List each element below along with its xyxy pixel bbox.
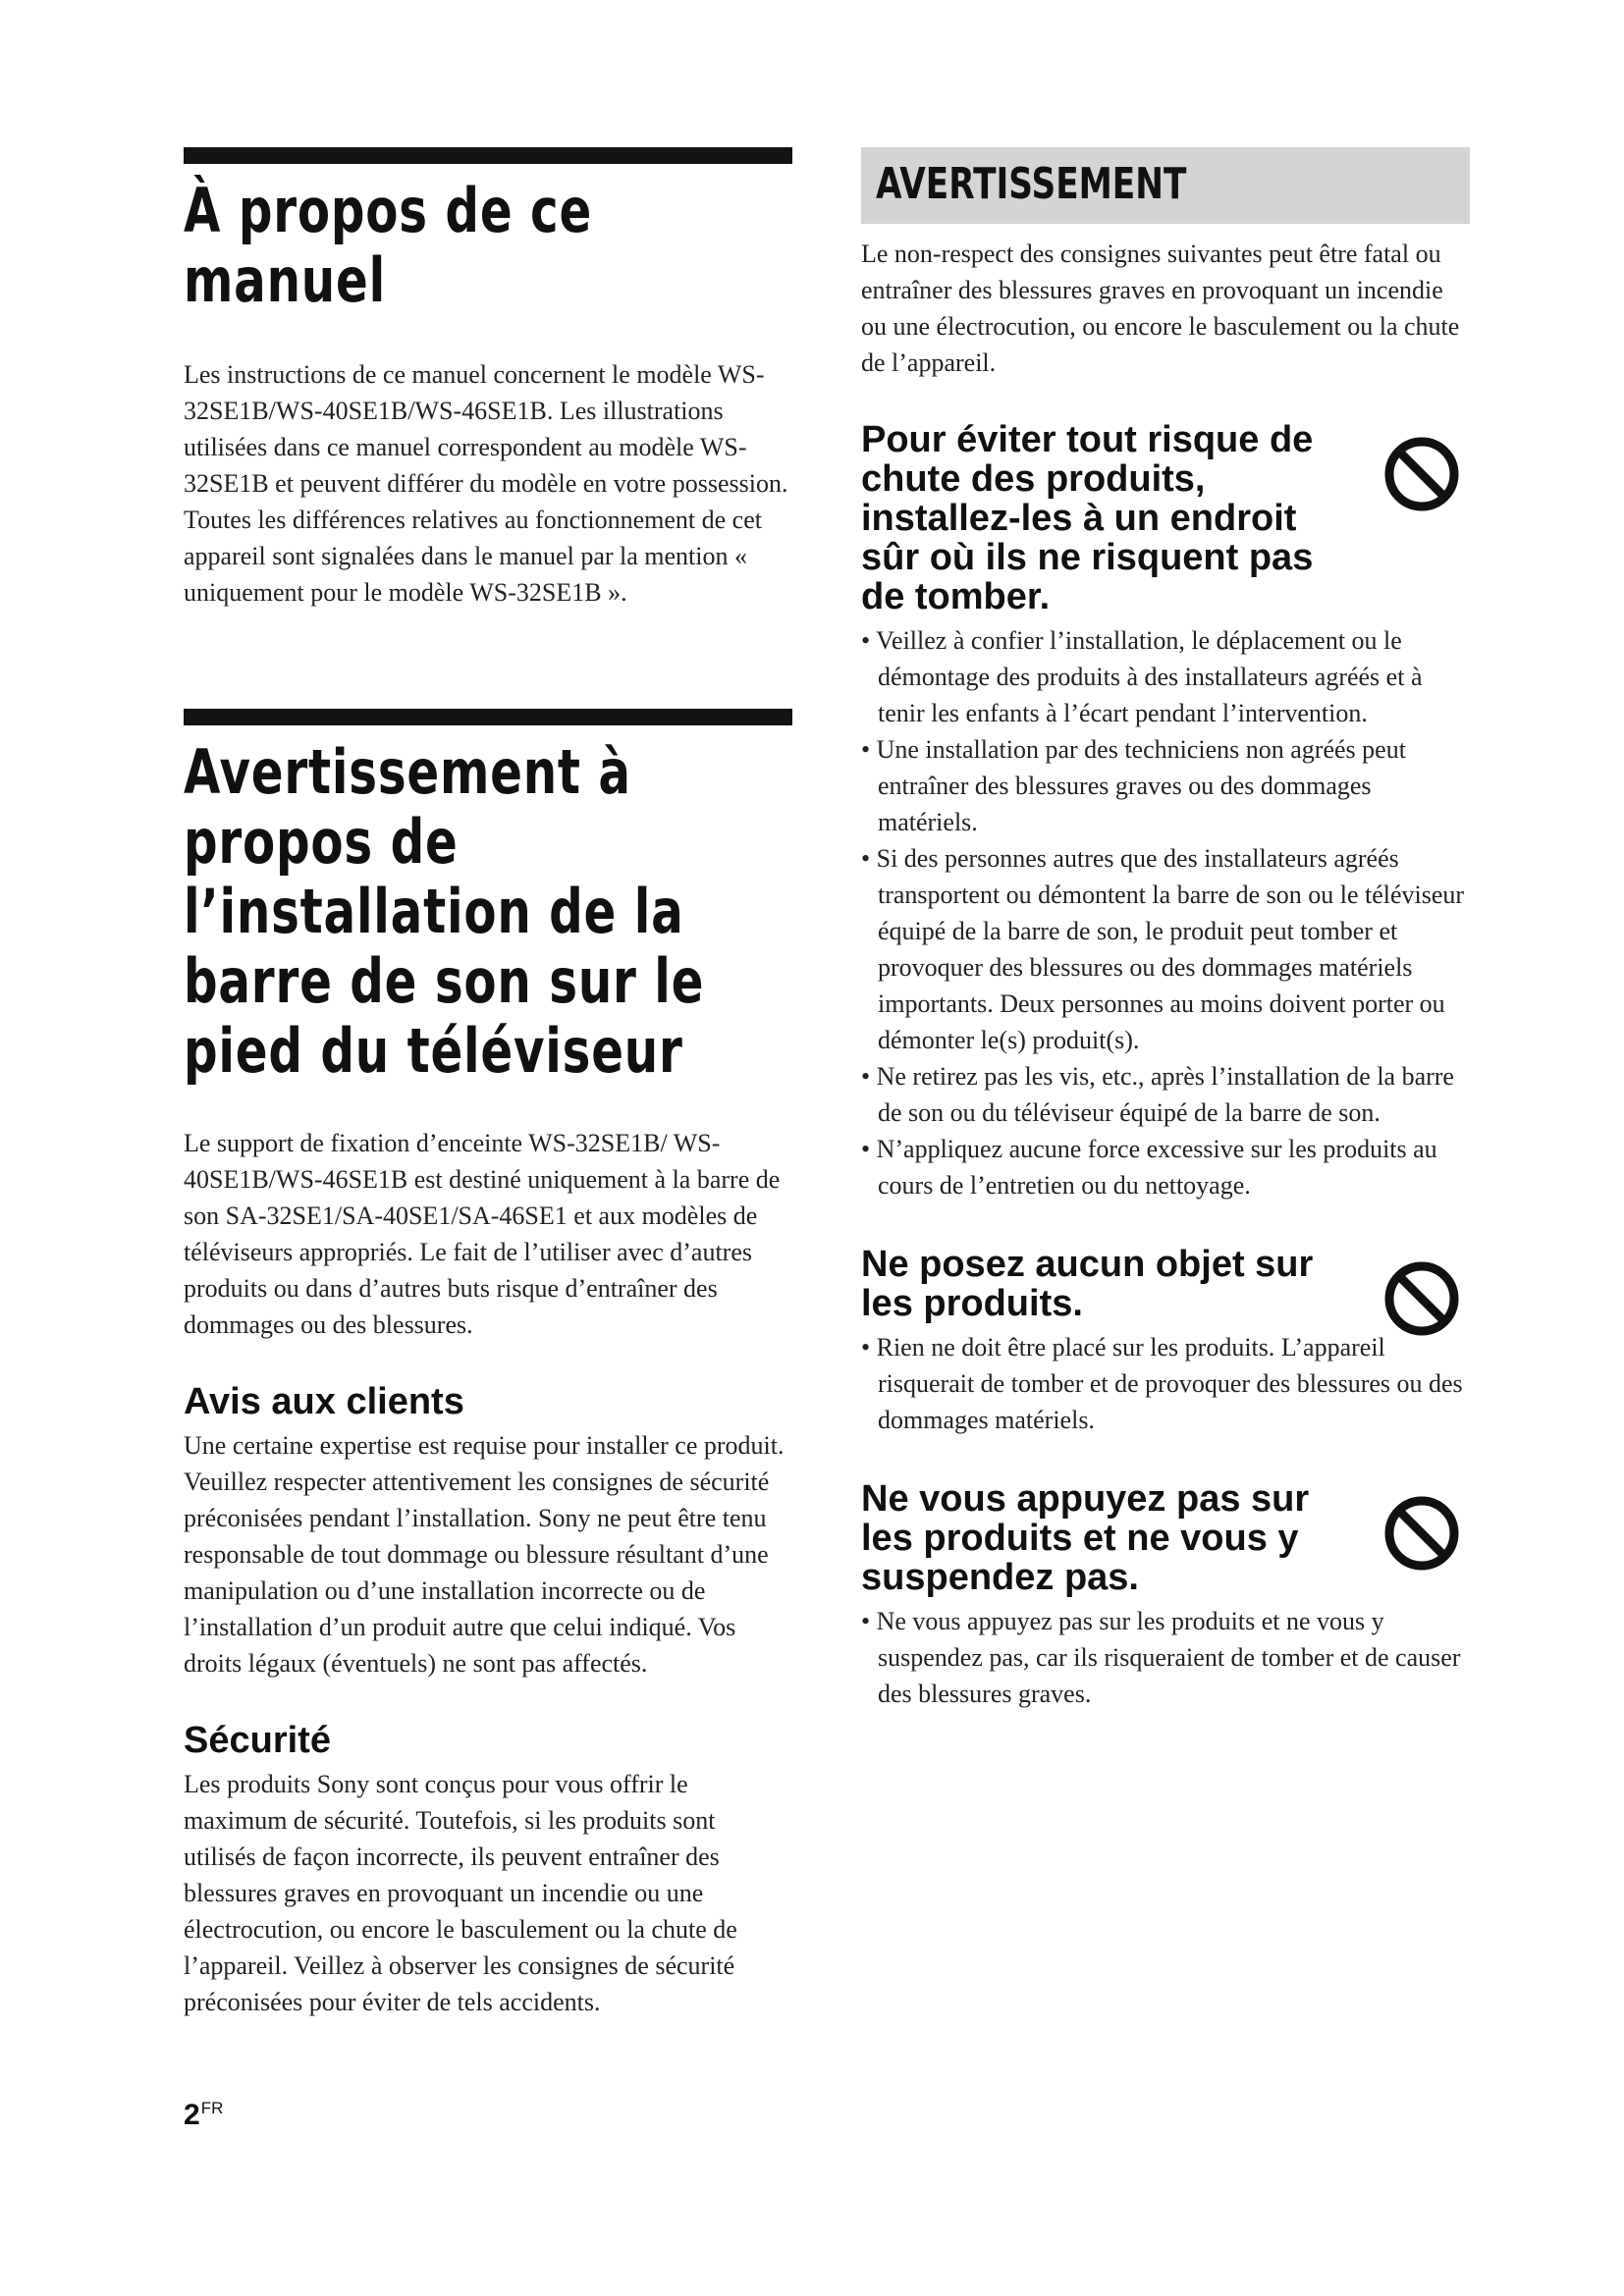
list-item: • Si des personnes autres que des installateurs agréés transportent ou démontent la barre de son ou le téléviseur équipé de la barre de son, le produit peut tomber et provoquer des blessures ou des dommages matériels importants. Deux personnes au moins doivent porter ou démonter le(s) produit(s). — [861, 840, 1470, 1058]
warning-label: AVERTISSEMENT — [876, 159, 1187, 209]
bullet-list — [861, 1329, 1470, 1438]
about-manual-title: À propos de ce manuel — [184, 175, 593, 316]
list-item: • Ne vous appuyez pas sur les produits et ne vous y suspendez pas, car ils risqueraient de tomber et de causer des blessures graves. — [861, 1603, 1470, 1712]
warning-section-objects — [861, 1245, 1470, 1438]
section-rule — [184, 147, 792, 164]
notice-text: Une certaine expertise est requise pour installer ce produit. Veuillez respecter attentivement les consignes de sécurité préconisées pendant l’installation. Sony ne peut être tenu responsable de tout dommage ou blessure résultant d’une manipulation ou d’une installation incorrecte ou de l’installation d’un produit autre que celui indiqué. Vos droits légaux (éventuels) ne sont pas affectés. — [184, 1431, 785, 1678]
security-text: Les produits Sony sont conçus pour vous offrir le maximum de sécurité. Toutefois, si les produits sont utilisés de façon incorrecte, ils peuvent entraîner des blessures graves en provoquant un incendie ou une électrocution, ou encore le basculement ou la chute de l’appareil. Veillez à observer les consignes de sécurité préconisées pour éviter de tels accidents. — [184, 1770, 737, 2016]
section-heading: Ne vous appuyez pas sur les produits et ne vous y suspendez pas. — [861, 1478, 1310, 1598]
about-manual-text: Les instructions de ce manuel concernent le modèle WS-32SE1B/WS-40SE1B/WS-46SE1B. Les illustrations utilisées dans ce manuel correspondent au modèle WS-32SE1B et peuvent différer du modèle en votre possession. Toutes les différences relatives au fonctionnement de cet appareil sont signalées dans le manuel par la mention « uniquement pour le modèle WS-32SE1B ». — [184, 360, 788, 607]
page-language: FR — [200, 2099, 224, 2117]
security-title: Sécurité — [184, 1720, 331, 1761]
warning-intro: Le non-respect des consignes suivantes peut être fatal ou entraîner des blessures graves en provoquant un incendie ou une électrocution, ou encore le basculement ou la chute de l’appareil. — [861, 240, 1460, 377]
bullet-list — [861, 1603, 1470, 1712]
list-item: • Une installation par des techniciens non agréés peut entraîner des blessures graves ou des dommages matériels. — [861, 731, 1470, 840]
installation-warning-title: Avertissement à propos de l’installation de la barre de son sur le pied du téléviseur — [184, 736, 705, 1087]
right-column — [861, 147, 1470, 1712]
page-number-value: 2 — [184, 2099, 200, 2131]
prohibited-icon — [1381, 1493, 1462, 1574]
warning-section-fall — [861, 420, 1470, 1203]
left-column — [184, 147, 792, 2020]
section-heading: Ne posez aucun objet sur les produits. — [861, 1244, 1314, 1324]
prohibited-icon — [1381, 1258, 1462, 1339]
notice-title: Avis aux clients — [184, 1381, 464, 1422]
list-item: • N’appliquez aucune force excessive sur les produits au cours de l’entretien ou du nettoyage. — [861, 1131, 1470, 1203]
page-number — [184, 2099, 223, 2132]
list-item: • Ne retirez pas les vis, etc., après l’installation de la barre de son ou du téléviseur équipé de la barre de son. — [861, 1058, 1470, 1131]
warning-banner — [861, 147, 1470, 224]
bullet-list — [861, 622, 1470, 1203]
list-item: • Veillez à confier l’installation, le déplacement ou le démontage des produits à des installateurs agréés et à tenir les enfants à l’écart pendant l’intervention. — [861, 622, 1470, 731]
section-rule — [184, 709, 792, 725]
section-heading: Pour éviter tout risque de chute des produits, installez-les à un endroit sûr où ils ne risquent pas de tomber. — [861, 419, 1314, 617]
installation-warning-text: Le support de fixation d’enceinte WS-32SE1B/ WS-40SE1B/WS-46SE1B est destiné uniquement à la barre de son SA-32SE1/SA-40SE1/SA-46SE1 et aux modèles de téléviseurs appropriés. Le fait de l’utiliser avec d’autres produits ou dans d’autres buts risque d’entraîner des dommages ou des blessures. — [184, 1129, 781, 1339]
warning-section-lean — [861, 1479, 1470, 1712]
list-item: • Rien ne doit être placé sur les produits. L’appareil risquerait de tomber et de provoquer des blessures ou des dommages matériels. — [861, 1329, 1470, 1438]
prohibited-icon — [1381, 434, 1462, 514]
